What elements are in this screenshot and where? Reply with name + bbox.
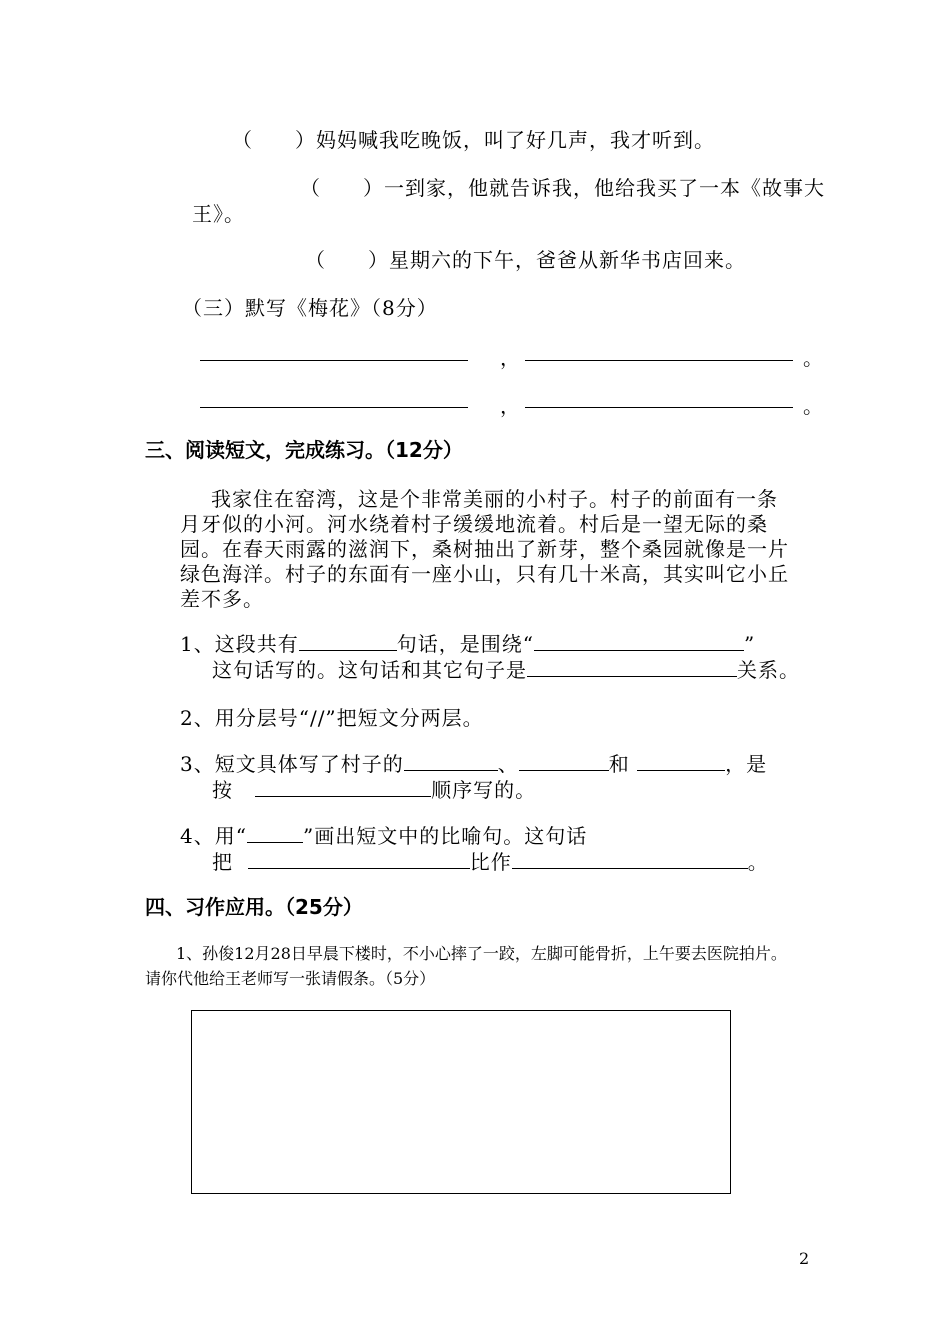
question-3: 3、短文具体写了村子的 、 和 ，是 xyxy=(180,752,768,776)
order-item-2 xyxy=(300,172,825,201)
order-item-1 xyxy=(232,124,715,153)
dictation-comma: ， xyxy=(500,346,521,370)
writing-section-title: 四、习作应用。（25分） xyxy=(145,895,363,919)
question-4-cont: 把 比作 。 xyxy=(212,850,769,874)
order-item-2-cont: 王》。 xyxy=(192,202,245,226)
order-sentence: 星期六的下午，爸爸从新华书店回来。 xyxy=(389,248,746,272)
question-2: 2、用分层号“//”把短文分两层。 xyxy=(180,706,484,730)
answer-bracket[interactable]: （ ） xyxy=(232,128,316,152)
q4-mark-sample xyxy=(247,824,303,843)
order-item-3 xyxy=(305,244,746,273)
passage-line: 园。在春天雨露的滋润下，桑树抽出了新芽，整个桑园就像是一片 xyxy=(180,537,789,561)
answer-bracket[interactable]: （ ） xyxy=(300,176,384,200)
q3-blank-2[interactable] xyxy=(519,752,609,771)
passage-line: 我家住在窑湾，这是个非常美丽的小村子。村子的前面有一条 xyxy=(211,487,778,511)
passage-line: 月牙似的小河。河水绕着村子缓缓地流着。村后是一望无际的桑 xyxy=(180,512,768,536)
q3-order-blank[interactable] xyxy=(255,778,431,797)
dictation-blank-1[interactable] xyxy=(200,360,468,361)
writing-task-line: 请你代他给王老师写一张请假条。（5分） xyxy=(145,969,436,988)
reading-section-title: 三、阅读短文，完成练习。（12分） xyxy=(145,438,463,462)
answer-bracket[interactable]: （ ） xyxy=(305,248,389,272)
order-sentence: 一到家，他就告诉我，他给我买了一本《故事大 xyxy=(384,176,825,200)
answer-box[interactable] xyxy=(191,1010,731,1194)
passage-line: 绿色海洋。村子的东面有一座小山，只有几十米高，其实叫它小丘 xyxy=(180,562,789,586)
q1-count-blank[interactable] xyxy=(299,632,397,651)
dictation-period: 。 xyxy=(803,394,824,418)
question-1-cont: 这句话写的。这句话和其它句子是 关系。 xyxy=(212,658,800,682)
question-1: 1、这段共有 句话，是围绕“ ” xyxy=(180,632,756,656)
passage-line: 差不多。 xyxy=(180,587,264,611)
q4-blank-2[interactable] xyxy=(512,850,748,869)
dictation-comma: ， xyxy=(500,394,521,418)
order-sentence: 妈妈喊我吃晚饭，叫了好几声，我才听到。 xyxy=(316,128,715,152)
dictation-blank-2[interactable] xyxy=(525,360,793,361)
q4-blank-1[interactable] xyxy=(248,850,470,869)
question-4: 4、用“ ”画出短文中的比喻句。这句话 xyxy=(180,824,588,848)
page-number: 2 xyxy=(799,1249,810,1268)
dictation-blank-4[interactable] xyxy=(525,407,793,408)
dictation-title: （三）默写《梅花》（8分） xyxy=(182,296,438,320)
q1-relation-blank[interactable] xyxy=(527,658,737,677)
q3-blank-1[interactable] xyxy=(404,752,498,771)
writing-task-line: 1、孙俊12月28日早晨下楼时，不小心摔了一跤，左脚可能骨折，上午要去医院拍片。 xyxy=(176,944,787,963)
q1-sentence-blank[interactable] xyxy=(534,632,744,651)
dictation-period: 。 xyxy=(803,346,824,370)
dictation-blank-3[interactable] xyxy=(200,407,468,408)
question-3-cont: 按 顺序写的。 xyxy=(212,778,537,802)
q3-blank-3[interactable] xyxy=(637,752,725,771)
